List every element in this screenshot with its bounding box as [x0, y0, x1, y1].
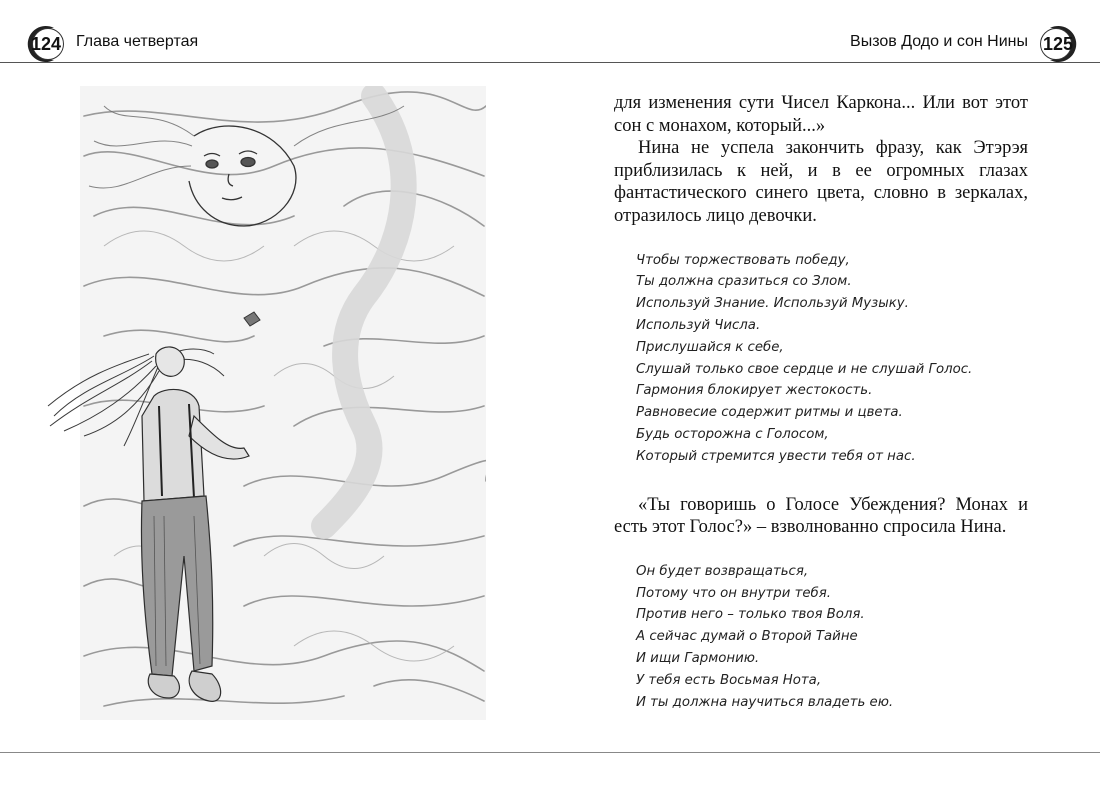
poem-line: А сейчас думай о Второй Тайне	[636, 629, 858, 645]
page-number-text: 124	[30, 34, 62, 54]
illustration	[44, 86, 486, 720]
running-head-right: Вызов Додо и сон Нины	[850, 33, 1028, 50]
text-column	[614, 92, 1028, 713]
header-divider	[0, 62, 1100, 63]
poem-line: Ты должна сразиться со Злом.	[636, 274, 852, 290]
poem-line: Против него – только твоя Воля.	[636, 607, 865, 623]
poem-stanza-1	[614, 250, 1028, 468]
poem-line: Слушай только свое сердце и не слушай Голос.	[636, 361, 973, 377]
poem-line: Потому что он внутри тебя.	[636, 585, 831, 601]
poem-line: Используй Числа.	[636, 317, 761, 333]
poem-line: Чтобы торжествовать победу,	[636, 252, 850, 268]
poem-line: Прислушайся к себе,	[636, 339, 784, 355]
paragraph: «Ты говоришь о Голосе Убеждения? Монах и есть этот Голос?» – взволнованно спросила Нина.	[614, 494, 1028, 538]
poem-line: Он будет возвращаться,	[636, 563, 809, 579]
page-number-left	[24, 24, 68, 64]
poem-line: Который стремится увести тебя от нас.	[636, 448, 916, 464]
footer-divider	[0, 752, 1100, 753]
poem-line: И ищи Гармонию.	[636, 650, 760, 666]
paragraph: Нина не успела закончить фразу, как Этэрэя приблизилась к ней, и в ее огромных глазах фантастического синего цвета, словно в зеркалах, отразилось лицо девочки.	[614, 138, 1028, 226]
poem-line: Будь осторожна с Голосом,	[636, 426, 829, 442]
running-head-left: Глава четвертая	[76, 33, 199, 50]
poem-line: Используй Знание. Используй Музыку.	[636, 296, 909, 312]
poem-stanza-2	[614, 561, 1028, 714]
page-number-text: 125	[1042, 34, 1074, 54]
poem-line: У тебя есть Восьмая Нота,	[636, 672, 822, 688]
page-number-right	[1036, 24, 1080, 64]
poem-line: Гармония блокирует жестокость.	[636, 383, 873, 399]
paragraph: для изменения сути Чисел Каркона... Или вот этот сон с монахом, который...»	[614, 93, 1028, 136]
poem-line: Равновесие содержит ритмы и цвета.	[636, 405, 903, 421]
poem-line: И ты должна научиться владеть ею.	[636, 694, 894, 710]
